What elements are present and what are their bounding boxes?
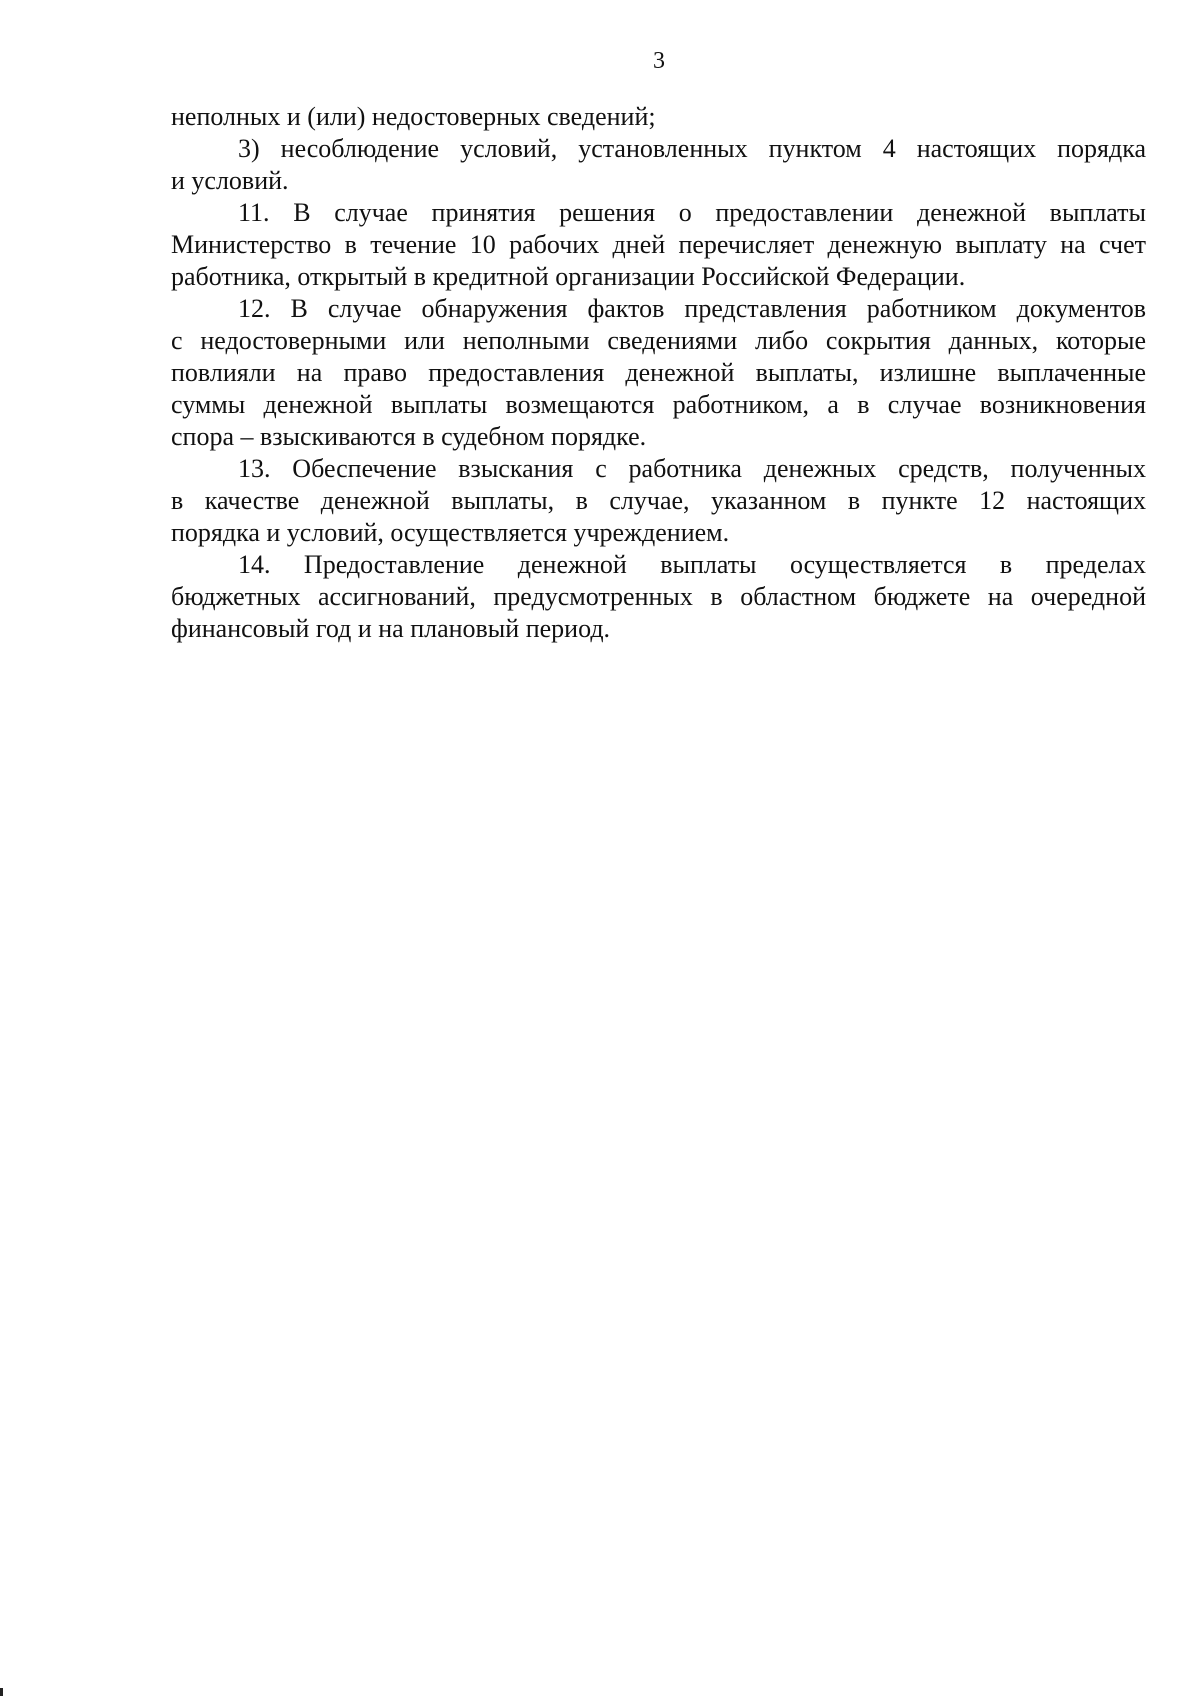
text-line: спора – взыскиваются в судебном порядке. [171, 422, 647, 451]
text-line: работника, открытый в кредитной организации Российской Федерации. [171, 262, 966, 291]
text-line: Министерство в течение 10 рабочих дней перечисляет денежную выплату на счет [171, 230, 1146, 259]
text-line: суммы денежной выплаты возмещаются работником, а в случае возникновения [171, 390, 1146, 419]
text-line: 14. Предоставление денежной выплаты осуществляется в пределах [238, 550, 1146, 579]
document-body [171, 101, 1146, 645]
text-line: в качестве денежной выплаты, в случае, указанном в пункте 12 настоящих [171, 486, 1146, 515]
text-line: 3) несоблюдение условий, установленных пунктом 4 настоящих порядка [238, 134, 1146, 163]
text-line: финансовый год и на плановый период. [171, 614, 611, 643]
text-line: бюджетных ассигнований, предусмотренных в областном бюджете на очередной [171, 582, 1146, 611]
text-line: неполных и (или) недостоверных сведений; [171, 102, 656, 131]
text-line: порядка и условий, осуществляется учреждением. [171, 518, 730, 547]
page-number: 3 [653, 48, 665, 74]
text-line: 11. В случае принятия решения о предоставлении денежной выплаты [238, 198, 1146, 227]
text-line: с недостоверными или неполными сведениями либо сокрытия данных, которые [171, 326, 1146, 355]
text-line: 13. Обеспечение взыскания с работника денежных средств, полученных [238, 454, 1146, 483]
scan-artifact [0, 1688, 3, 1696]
text-line: и условий. [171, 166, 289, 195]
text-line: повлияли на право предоставления денежной выплаты, излишне выплаченные [171, 358, 1146, 387]
text-line: 12. В случае обнаружения фактов представления работником документов [238, 294, 1146, 323]
